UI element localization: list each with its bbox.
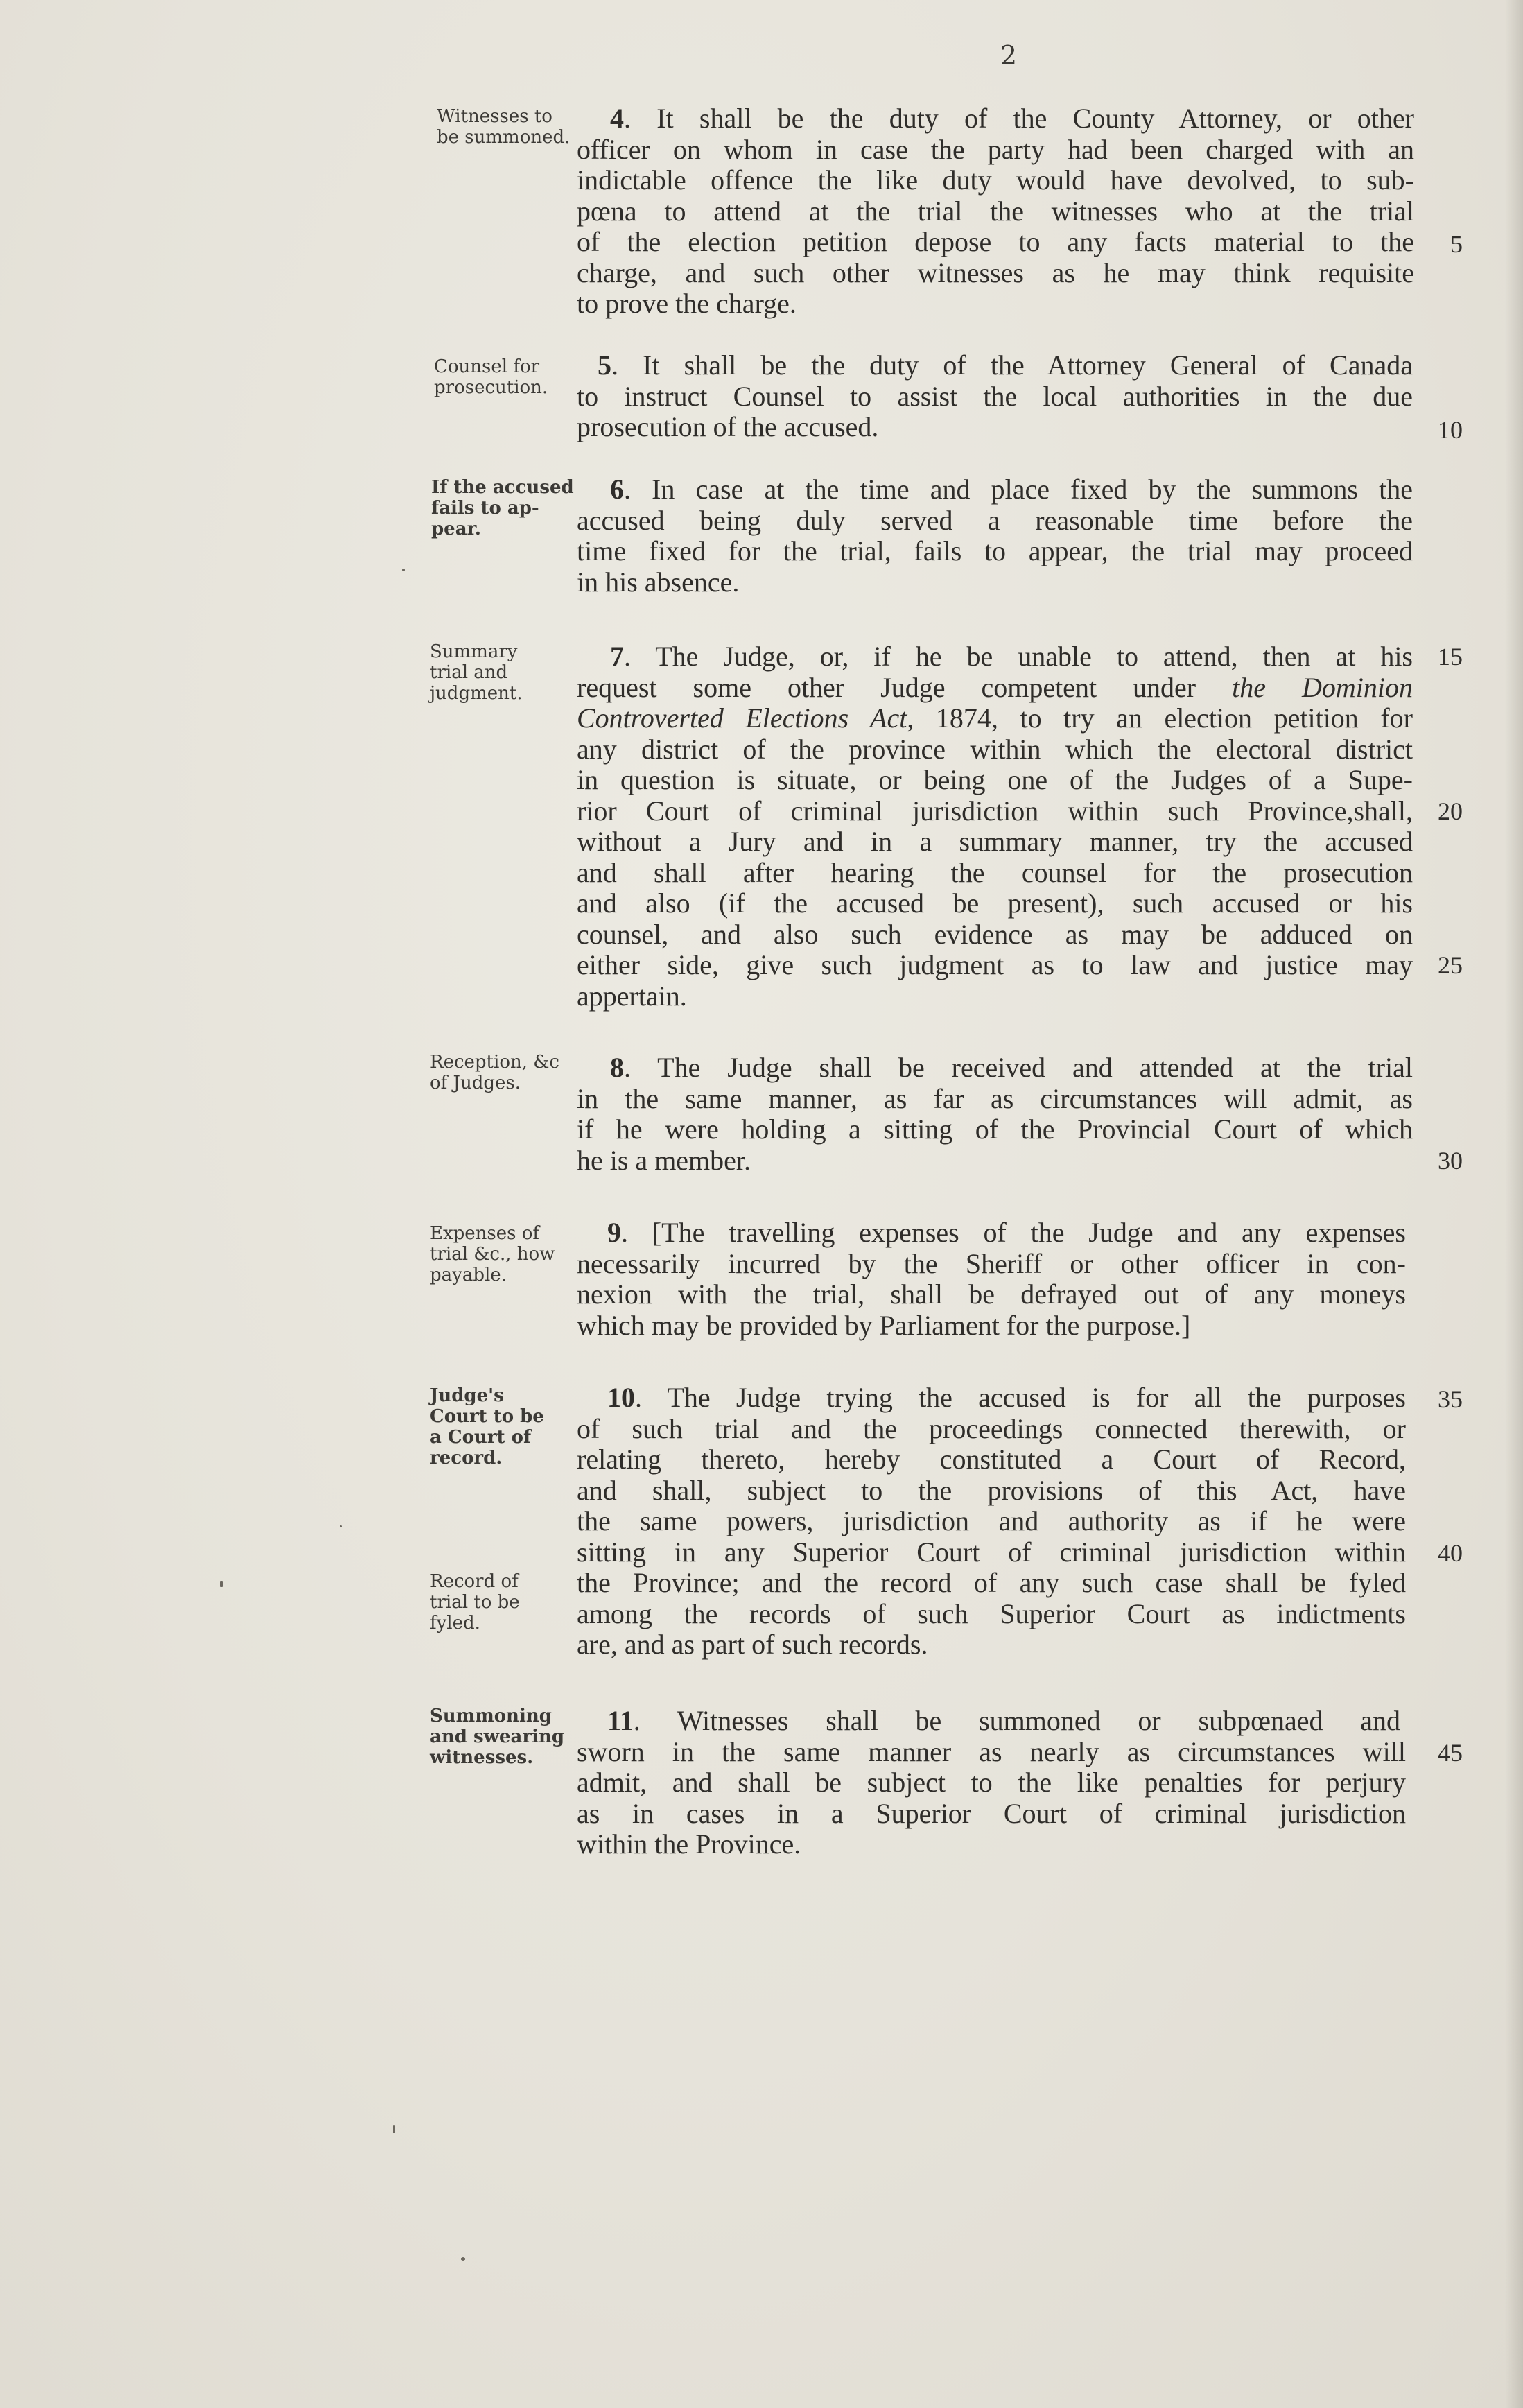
margin-note-line: Reception, &c [430, 1052, 559, 1073]
section-11 [607, 1706, 1400, 1737]
text-line: sitting in any Superior Court of criminal jurisdiction within [577, 1536, 1406, 1568]
margin-note-line: Record of [430, 1571, 519, 1592]
text-span: . In case at the time and place fixed by the summons the [624, 474, 1413, 505]
margin-note-court-of-record [430, 1385, 582, 1469]
act-title: Controverted Elections Act [577, 702, 907, 734]
section-8 [610, 1053, 1413, 1084]
text-line: rior Court of criminal jurisdiction within such Province,shall, [577, 795, 1413, 826]
text-span: . The Judge, or, if he be unable to attend, then at his [624, 641, 1413, 672]
margin-note-line: Counsel for [434, 356, 540, 377]
text-line: in question is situate, or being one of the Judges of a Supe- [577, 764, 1413, 795]
text-line: among the records of such Superior Court as indictments [577, 1597, 1406, 1629]
margin-note-record-fyled [430, 1571, 582, 1634]
section-number: 5 [598, 349, 611, 381]
section-number: 8 [610, 1052, 624, 1083]
text-line [610, 474, 1413, 505]
line-number-45: 45 [1438, 1739, 1463, 1767]
margin-note-line: fails to ap- [431, 498, 539, 519]
paper-speck [393, 2125, 395, 2133]
text-line: relating thereto, hereby constituted a Court of Record, [577, 1444, 1406, 1475]
page-number: 2 [1000, 40, 1018, 71]
line-number-25: 25 [1438, 951, 1463, 979]
text-line: to prove the charge. [577, 288, 797, 319]
margin-note-line: trial and [430, 662, 508, 683]
section-10 [607, 1383, 1406, 1414]
margin-note-counsel-prosecution [434, 356, 586, 398]
line-number-5: 5 [1450, 230, 1463, 258]
line-number-35: 35 [1438, 1385, 1463, 1413]
text-line: in the same manner, as far as circumstances will admit, as [577, 1082, 1413, 1114]
text-line: without a Jury and in a summary manner, try the accused [577, 826, 1413, 857]
text-line: and shall after hearing the counsel for the prosecution [577, 856, 1413, 888]
text-span: . [The travelling expenses of the Judge and any expenses [621, 1217, 1406, 1248]
text-line: are, and as part of such records. [577, 1629, 928, 1660]
text-line [610, 103, 1414, 135]
section-5 [598, 350, 1413, 381]
text-line: necessarily incurred by the Sheriff or other officer in con- [577, 1247, 1406, 1279]
section-4-body [577, 135, 1414, 320]
text-line: accused being duly served a reasonable time before the [577, 504, 1413, 536]
text-line: of the election petition depose to any facts material to the [577, 226, 1414, 257]
section-10-body [577, 1414, 1406, 1661]
margin-note-line: fyled. [430, 1613, 480, 1634]
text-line: within the Province. [577, 1828, 801, 1860]
text-span: . The Judge trying the accused is for all the purposes [635, 1382, 1406, 1413]
text-line: any district of the province within which the electoral district [577, 733, 1413, 765]
margin-note-reception-judges [430, 1052, 582, 1093]
text-line: and also (if the accused be present), such accused or his [577, 887, 1413, 919]
margin-note-line: witnesses. [430, 1747, 534, 1768]
section-6 [610, 474, 1413, 505]
line-number-30: 30 [1438, 1147, 1463, 1175]
paper-speck [340, 1525, 342, 1527]
line-number-40: 40 [1438, 1539, 1463, 1567]
text-line: the same powers, jurisdiction and authority as if he were [577, 1505, 1406, 1536]
text-line: the Province; and the record of any such case shall be fyled [577, 1567, 1406, 1598]
margin-note-line: a Court of [430, 1427, 532, 1448]
margin-note-line: record. [430, 1448, 503, 1469]
text-line [610, 641, 1413, 673]
text-line: charge, and such other witnesses as he may think requisite [577, 257, 1414, 288]
section-8-body [577, 1084, 1413, 1177]
paper-speck [220, 1581, 223, 1587]
text-span: . Witnesses shall be summoned or subpœnaed and [633, 1705, 1400, 1736]
margin-note-line: trial &c., how [430, 1244, 555, 1265]
text-line [577, 673, 1413, 704]
margin-note-expenses-trial [430, 1223, 582, 1285]
paper-speck [402, 569, 405, 571]
section-number: 6 [610, 474, 624, 505]
margin-note-witnesses-summoned [437, 106, 589, 148]
section-6-body [577, 505, 1413, 598]
section-9-body [577, 1249, 1406, 1342]
section-number: 10 [607, 1382, 635, 1413]
text-line: to instruct Counsel to assist the local authorities in the due [577, 380, 1413, 412]
text-line [610, 1053, 1413, 1084]
section-number: 7 [610, 641, 624, 672]
margin-note-line: trial to be [430, 1592, 520, 1613]
section-11-body [577, 1737, 1406, 1860]
text-line: either side, give such judgment as to law and justice may [577, 949, 1413, 980]
margin-note-line: If the accused [431, 477, 574, 498]
text-line: indictable offence the like duty would have devolved, to sub- [577, 164, 1414, 196]
margin-note-line: payable. [430, 1265, 507, 1285]
margin-note-line: Court to be [430, 1406, 544, 1427]
text-line: appertain. [577, 980, 687, 1012]
margin-note-line: be summoned. [437, 127, 571, 148]
margin-note-accused-fails [431, 477, 584, 539]
margin-note-line: Expenses of [430, 1223, 540, 1244]
line-number-20: 20 [1438, 797, 1463, 825]
margin-note-line: Judge's [430, 1385, 504, 1406]
text-span: . It shall be the duty of the Attorney General of Canada [611, 349, 1413, 381]
margin-note-line: judgment. [430, 683, 523, 704]
section-5-body [577, 381, 1413, 443]
paper-speck [461, 2257, 465, 2261]
margin-note-line: prosecution. [434, 377, 548, 398]
section-7 [610, 641, 1413, 673]
line-number-15: 15 [1438, 643, 1463, 670]
text-line [607, 1218, 1406, 1249]
section-number: 4 [610, 103, 624, 134]
section-number: 9 [607, 1217, 621, 1248]
text-line: prosecution of the accused. [577, 411, 879, 442]
text-span: . The Judge shall be received and attended at the trial [624, 1052, 1413, 1083]
text-line: he is a member. [577, 1144, 751, 1176]
margin-note-line: pear. [431, 519, 481, 539]
text-line [577, 703, 1413, 734]
text-line: as in cases in a Superior Court of criminal jurisdiction [577, 1797, 1406, 1829]
margin-note-line: Witnesses to [437, 106, 552, 127]
section-4 [610, 103, 1414, 135]
text-line: sworn in the same manner as nearly as circumstances will [577, 1735, 1406, 1767]
text-line [607, 1383, 1406, 1414]
text-line: nexion with the trial, shall be defrayed out of any moneys [577, 1279, 1406, 1310]
text-line: if he were holding a sitting of the Provincial Court of which [577, 1114, 1413, 1145]
text-line: in his absence. [577, 566, 740, 598]
margin-note-line: and swearing [430, 1726, 565, 1747]
text-span: request some other Judge competent under [577, 671, 1233, 703]
text-span: , 1874, to try an election petition for [907, 702, 1413, 734]
text-line: officer on whom in case the party had been charged with an [577, 133, 1414, 165]
margin-note-summary-trial [430, 641, 582, 704]
section-9 [607, 1218, 1406, 1249]
text-line: of such trial and the proceedings connected therewith, or [577, 1412, 1406, 1444]
text-line [607, 1706, 1400, 1737]
text-line: time fixed for the trial, fails to appear, the trial may proceed [577, 535, 1413, 566]
text-line: and shall, subject to the provisions of this Act, have [577, 1474, 1406, 1506]
text-line: pœna to attend at the trial the witnesses who at the trial [577, 195, 1414, 227]
page-edge-shadow [1505, 0, 1523, 2408]
line-number-10: 10 [1438, 416, 1463, 444]
margin-note-line: Summoning [430, 1706, 552, 1726]
section-number: 11 [607, 1705, 634, 1736]
text-line [598, 350, 1413, 381]
text-line: which may be provided by Parliament for the purpose.] [577, 1309, 1191, 1341]
act-title: the Dominion [1232, 671, 1413, 703]
text-line: counsel, and also such evidence as may be adduced on [577, 918, 1413, 950]
text-span: . It shall be the duty of the County Attorney, or other [624, 103, 1414, 134]
margin-note-line: of Judges. [430, 1073, 521, 1093]
margin-note-summoning-witnesses [430, 1706, 582, 1768]
margin-note-line: Summary [430, 641, 518, 662]
section-7-body [577, 673, 1413, 1012]
text-line: admit, and shall be subject to the like penalties for perjury [577, 1767, 1406, 1798]
